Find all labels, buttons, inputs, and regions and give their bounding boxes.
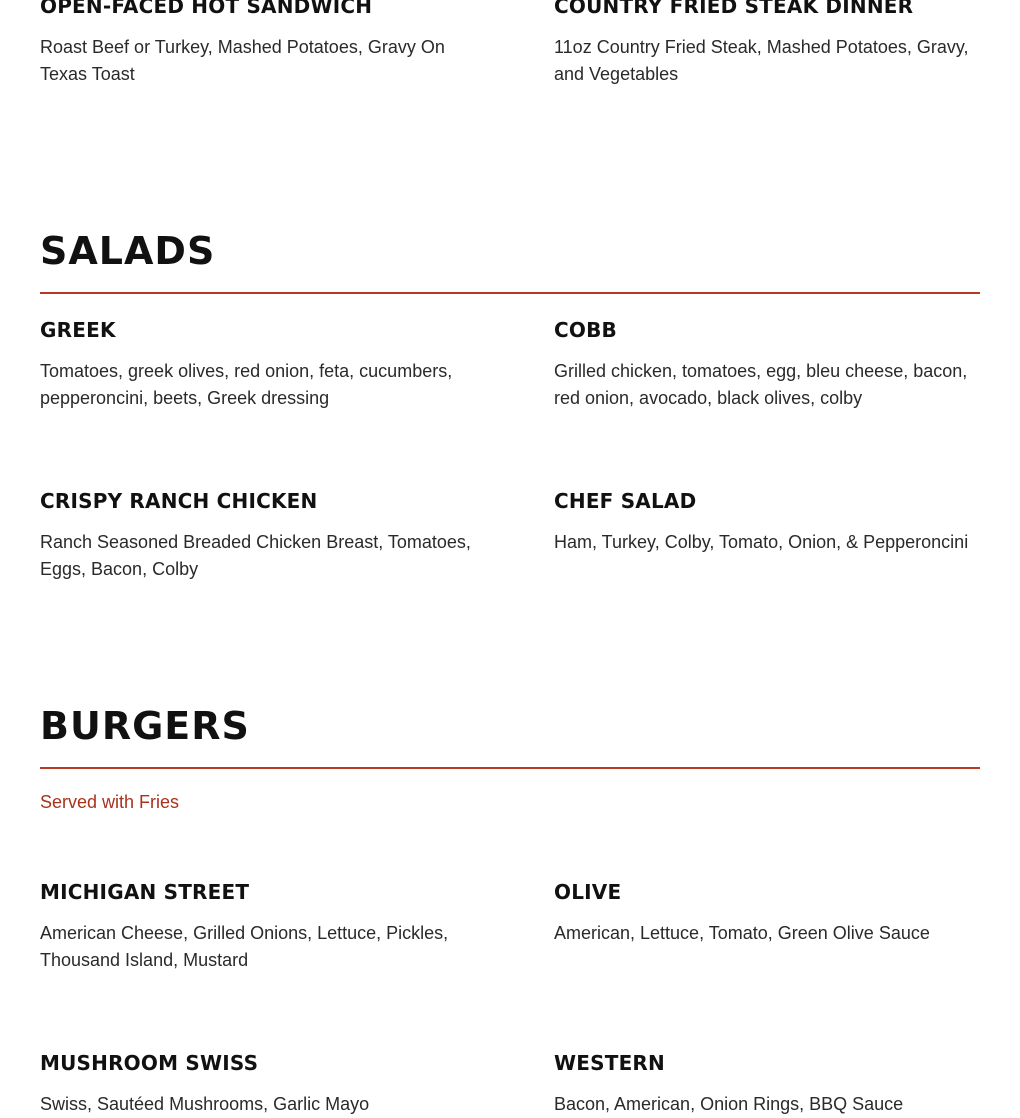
item-description: Bacon, American, Onion Rings, BBQ Sauce [554,1094,904,1114]
item-title: CHEF SALAD [554,489,697,513]
section-note: Served with Fries [40,792,180,812]
menu-item-country-fried-steak-dinner [554,0,980,88]
item-title: OPEN-FACED HOT SANDWICH [40,0,373,18]
section-title-salads: SALADS [40,229,216,273]
menu-item-chef-salad [554,489,994,556]
item-description: Tomatoes, greek olives, red onion, feta, cucumbers, pepperoncini, beets, Greek dressing [40,361,453,408]
menu-item-mushroom-swiss [40,1051,480,1118]
menu-item-olive [554,880,980,947]
item-title: MUSHROOM SWISS [40,1051,259,1075]
item-description: Roast Beef or Turkey, Mashed Potatoes, Gravy On Texas Toast [40,37,445,84]
menu-item-michigan-street [40,880,480,974]
item-title: OLIVE [554,880,622,904]
item-description: Grilled chicken, tomatoes, egg, bleu cheese, bacon, red onion, avocado, black olives, colby [554,361,968,408]
section-title-burgers: BURGERS [40,704,250,748]
item-title: WESTERN [554,1051,665,1075]
item-title: MICHIGAN STREET [40,880,250,904]
item-description: American, Lettuce, Tomato, Green Olive Sauce [554,923,930,943]
item-description: 11oz Country Fried Steak, Mashed Potatoes, Gravy, and Vegetables [554,37,969,84]
menu-item-crispy-ranch-chicken [40,489,480,583]
menu-item-greek [40,318,480,412]
item-title: GREEK [40,318,116,342]
section-divider [40,292,980,294]
item-description: Ranch Seasoned Breaded Chicken Breast, Tomatoes, Eggs, Bacon, Colby [40,532,471,579]
item-description: Swiss, Sautéed Mushrooms, Garlic Mayo [40,1094,370,1114]
item-title: COUNTRY FRIED STEAK DINNER [554,0,914,18]
item-title: COBB [554,318,617,342]
item-description: Ham, Turkey, Colby, Tomato, Onion, & Pepperoncini [554,532,969,552]
section-divider [40,767,980,769]
item-title: CRISPY RANCH CHICKEN [40,489,318,513]
item-description: American Cheese, Grilled Onions, Lettuce, Pickles, Thousand Island, Mustard [40,923,449,970]
menu-item-cobb [554,318,980,412]
menu-item-western [554,1051,980,1118]
menu-item-open-faced-hot-sandwich [40,0,480,88]
